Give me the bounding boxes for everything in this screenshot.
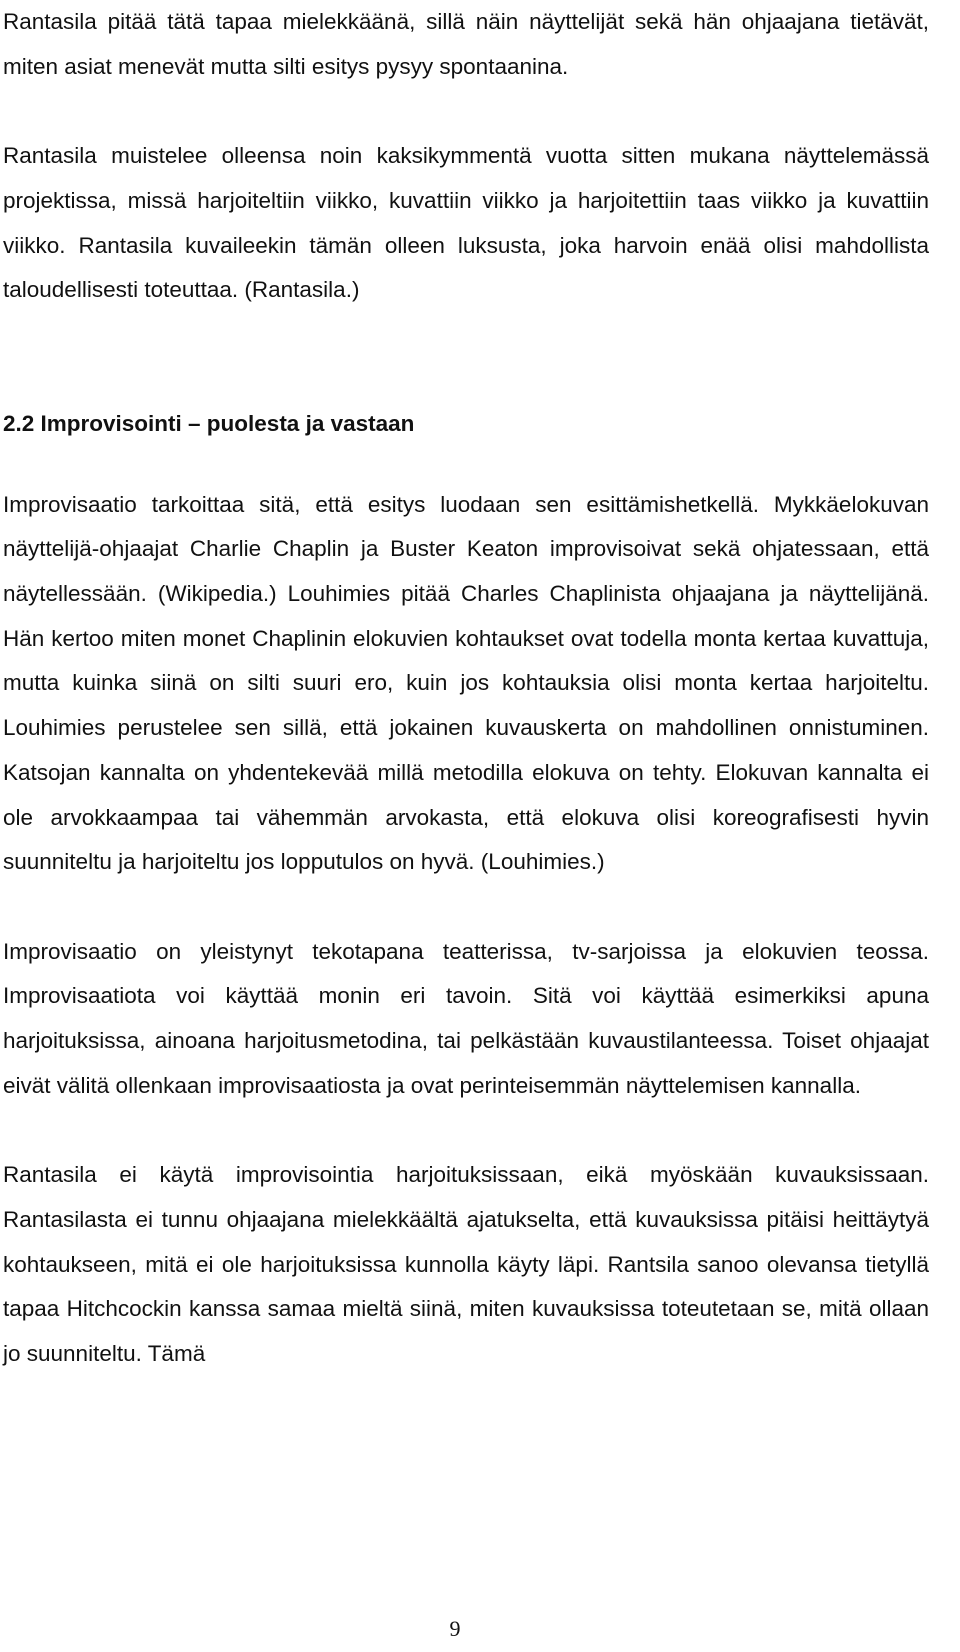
paragraph-rantasila-method: Rantasila pitää tätä tapaa mielekkäänä, sillä näin näyttelijät sekä hän ohjaajana tietävät, miten asiat menevät mutta silti esitys pysyy spontaanina. bbox=[3, 9, 929, 79]
paragraph-rantasila-no-improvisation: Rantasila ei käytä improvisointia harjoituksissaan, eikä myöskään kuvauksissaan. Rantasilasta ei tunnu ohjaajana mielekkäältä ajatukselta, että kuvauksissa pitäisi heittäytyä kohtaukseen, mitä ei ole harjoituksissa kunnolla käyty läpi. Rantsila sanoo olevansa tietyllä tapaa Hitchcockin kanssa samaa mieltä siinä, miten kuvauksissa toteutetaan se, mitä ollaan jo suunniteltu. Tämä bbox=[3, 1162, 929, 1366]
page-body bbox=[3, 0, 929, 1377]
paragraph-improvisation-usage: Improvisaatio on yleistynyt tekotapana teatterissa, tv-sarjoissa ja elokuvien teossa. Improvisaatiota voi käyttää monin eri tavoin. Sitä voi käyttää esimerkiksi apuna harjoituksissa, ainoana harjoitusmetodina, tai pelkästään kuvaustilanteessa. Toiset ohjaajat eivät välitä ollenkaan improvisaatiosta ja ovat perinteisemmän näyttelemisen kannalla. bbox=[3, 938, 929, 1098]
paragraph-rantasila-memory: Rantasila muistelee olleensa noin kaksikymmentä vuotta sitten mukana näyttelemässä projektissa, missä harjoiteltiin viikko, kuvattiin viikko ja harjoitettiin taas viikko ja kuvattiin viikko. Rantasila kuvaileekin tämän olleen luksusta, joka harvoin enää olisi mahdollista taloudellisesti toteuttaa. (Rantasila.) bbox=[3, 143, 929, 303]
section-heading: 2.2 Improvisointi – puolesta ja vastaan bbox=[3, 410, 415, 436]
paragraph-improvisation-definition: Improvisaatio tarkoittaa sitä, että esitys luodaan sen esittämishetkellä. Mykkäelokuvan näyttelijä-ohjaajat Charlie Chaplin ja Buster Keaton improvisoivat sekä ohjatessaan, että näytellessään. (Wikipedia.) Louhimies pitää Charles Chaplinista ohjaajana ja näyttelijänä. Hän kertoo miten monet Chaplinin elokuvien kohtaukset ovat todella monta kertaa kuvattuja, mutta kuinka siinä on silti suuri ero, kuin jos kohtauksia olisi monta kertaa harjoiteltu. Louhimies perustelee sen sillä, että jokainen kuvauskerta on mahdollinen onnistuminen. Katsojan kannalta on yhdentekevää millä metodilla elokuva on tehty. Elokuvan kannalta ei ole arvokkaampaa tai vähemmän arvokasta, että elokuva olisi koreografisesti hyvin suunniteltu ja harjoiteltu jos lopputulos on hyvä. (Louhimies.) bbox=[3, 491, 929, 875]
page-number: 9 bbox=[449, 1616, 461, 1641]
